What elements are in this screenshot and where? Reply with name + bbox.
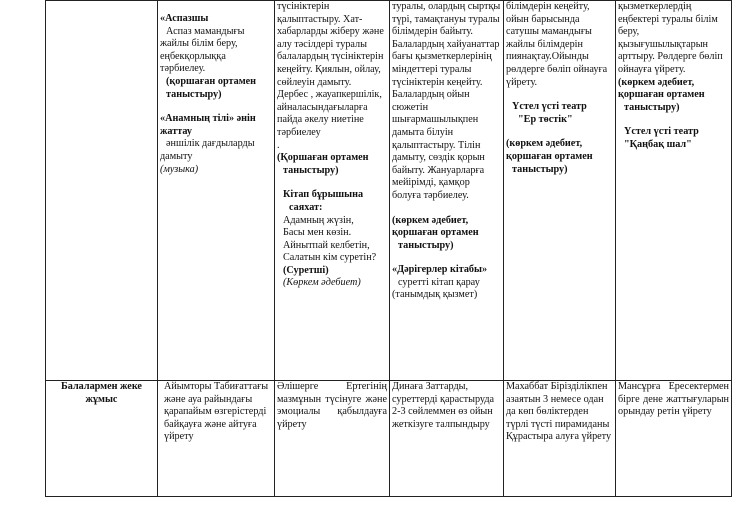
poem-line: Басы мен көзін.	[283, 227, 352, 239]
row-label-cell	[46, 381, 158, 497]
individual-work-text: Әлішерге Ертегінің мазмұнын түсінуге және эмоциалы қабылдауға үйрету	[277, 381, 387, 430]
poem-line: Адамның жүзін,	[283, 214, 354, 226]
activity-title: «Дәрігерлер кітабы»	[392, 264, 488, 276]
activity-text: Аспаз мамандығы жайлы білім беру, еңбекқорлыққа тәрбиелеу.	[160, 25, 245, 75]
activity-area: (музыка)	[160, 163, 199, 175]
activity-title: «Аспазшы	[160, 13, 209, 24]
individual-work-text: Мансұрға Ересектермен бірге дене жаттығуларын орындау ретін үйрету	[618, 381, 729, 418]
activity-cell-2	[275, 1, 390, 381]
activity-area: (Көркем әдебиет)	[283, 277, 361, 289]
activity-text: қызметкерлердің еңбектері туралы білім беру, қызығушылықтарын арттыру. Рөлдерге бөліп ойнауға үйрету.	[618, 1, 723, 75]
table-row-individual-work	[46, 381, 732, 497]
activity-text: білімдерін кеңейту, ойын барысында сатушы мамандығы жайлы білімдерін пиянақтау.Ойынды рөлдерге бөліп ойнауға үйрету.	[506, 1, 608, 88]
activity-area: (көркем әдебиет, қоршаған ортамен	[618, 76, 705, 101]
activity-text: туралы, олардың сыртқы түрі, тамақтануы туралы білімдерін байыту. Балалардың хайуанаттар бағы қызметкерлерінің міндеттері туралы түсініктерін кеңейту. Балалардың ойын сюжетін шығармашылықпен дамыта білуін қалыптастыру. Тілін дамыту, сөздік қорын байыту. Жануарларға мейірімді, қамқор болуға тәрбиелеу.	[392, 1, 501, 201]
activity-cell-5	[616, 1, 732, 381]
individual-work-cell-5	[616, 381, 732, 497]
activity-title: Үстел үсті театр	[624, 126, 699, 138]
poem-answer: (Суретші)	[283, 264, 329, 276]
activity-text: әншілік дағдыларды дамыту	[160, 138, 255, 162]
individual-work-text: Динаға Заттарды, суреттерді қарастыруда 2-3 сөйлеммен өз ойын жеткізуге талпындыру	[392, 381, 495, 430]
activity-text: .	[277, 139, 280, 151]
activity-area: (көркем әдебиет, қоршаған ортамен	[392, 214, 479, 239]
individual-work-cell-2	[275, 381, 390, 497]
individual-work-cell-3	[390, 381, 504, 497]
activity-title: Үстел үсті театр	[512, 101, 587, 113]
individual-work-cell-4	[504, 381, 616, 497]
activity-text: Дербес , жауапкершілік, айналасындағыларға пайда әкелу ниетіне тәрбиелеу	[277, 89, 382, 138]
poem-line: Салатын кім суретін?	[283, 252, 377, 264]
activity-title: "Қаңбақ шал"	[624, 138, 692, 150]
table-row-activities	[46, 1, 732, 381]
activity-area: таныстыру)	[398, 239, 454, 251]
activity-area: таныстыру)	[512, 163, 568, 175]
activity-cell-4	[504, 1, 616, 381]
activity-title: саяхат:	[289, 201, 323, 213]
activity-cell-3	[390, 1, 504, 381]
activity-area: (қоршаған ортамен	[166, 75, 257, 87]
individual-work-text: Айымторы Табиғаттағы және ауа райындағы қарапайым өзгерістерді байқауға және айтуға үйрету	[164, 381, 269, 443]
activity-area: (көркем әдебиет, қоршаған ортамен	[506, 138, 593, 162]
activity-text: түсініктерін қалыптастыру. Хат-хабарларды жіберу және алу тәсілдері туралы балалардың түсініктерін кеңейту. Қиялын, ойлау, сөйлеуін дамыту.	[277, 1, 384, 88]
row-label-cell	[46, 1, 158, 381]
activity-area: таныстыру)	[624, 101, 680, 113]
activity-text: суретті кітап қарау (танымдық қызмет)	[392, 276, 480, 301]
activity-area: таныстыру)	[283, 164, 339, 176]
activity-area: (Қоршаған ортамен	[277, 152, 369, 164]
activity-title: Кітап бұрышына	[283, 189, 364, 201]
row-label: Балалармен жеке жұмыс	[61, 381, 142, 405]
poem-line: Айнытпай келбетін,	[283, 239, 370, 251]
activity-title: «Анамның тілі» әнін жаттау	[160, 113, 256, 137]
activity-cell-1	[158, 1, 275, 381]
activity-area: таныстыру)	[166, 88, 222, 100]
individual-work-cell-1	[158, 381, 275, 497]
plan-table	[45, 0, 732, 497]
individual-work-text: Махаббат Бірізділікпен азаятын 3 немесе одан да көп бөліктерден түрлі түсті пирамиданы Құрастыра алуға үйрету	[506, 381, 612, 443]
activity-title: "Ер төстік"	[518, 113, 573, 125]
